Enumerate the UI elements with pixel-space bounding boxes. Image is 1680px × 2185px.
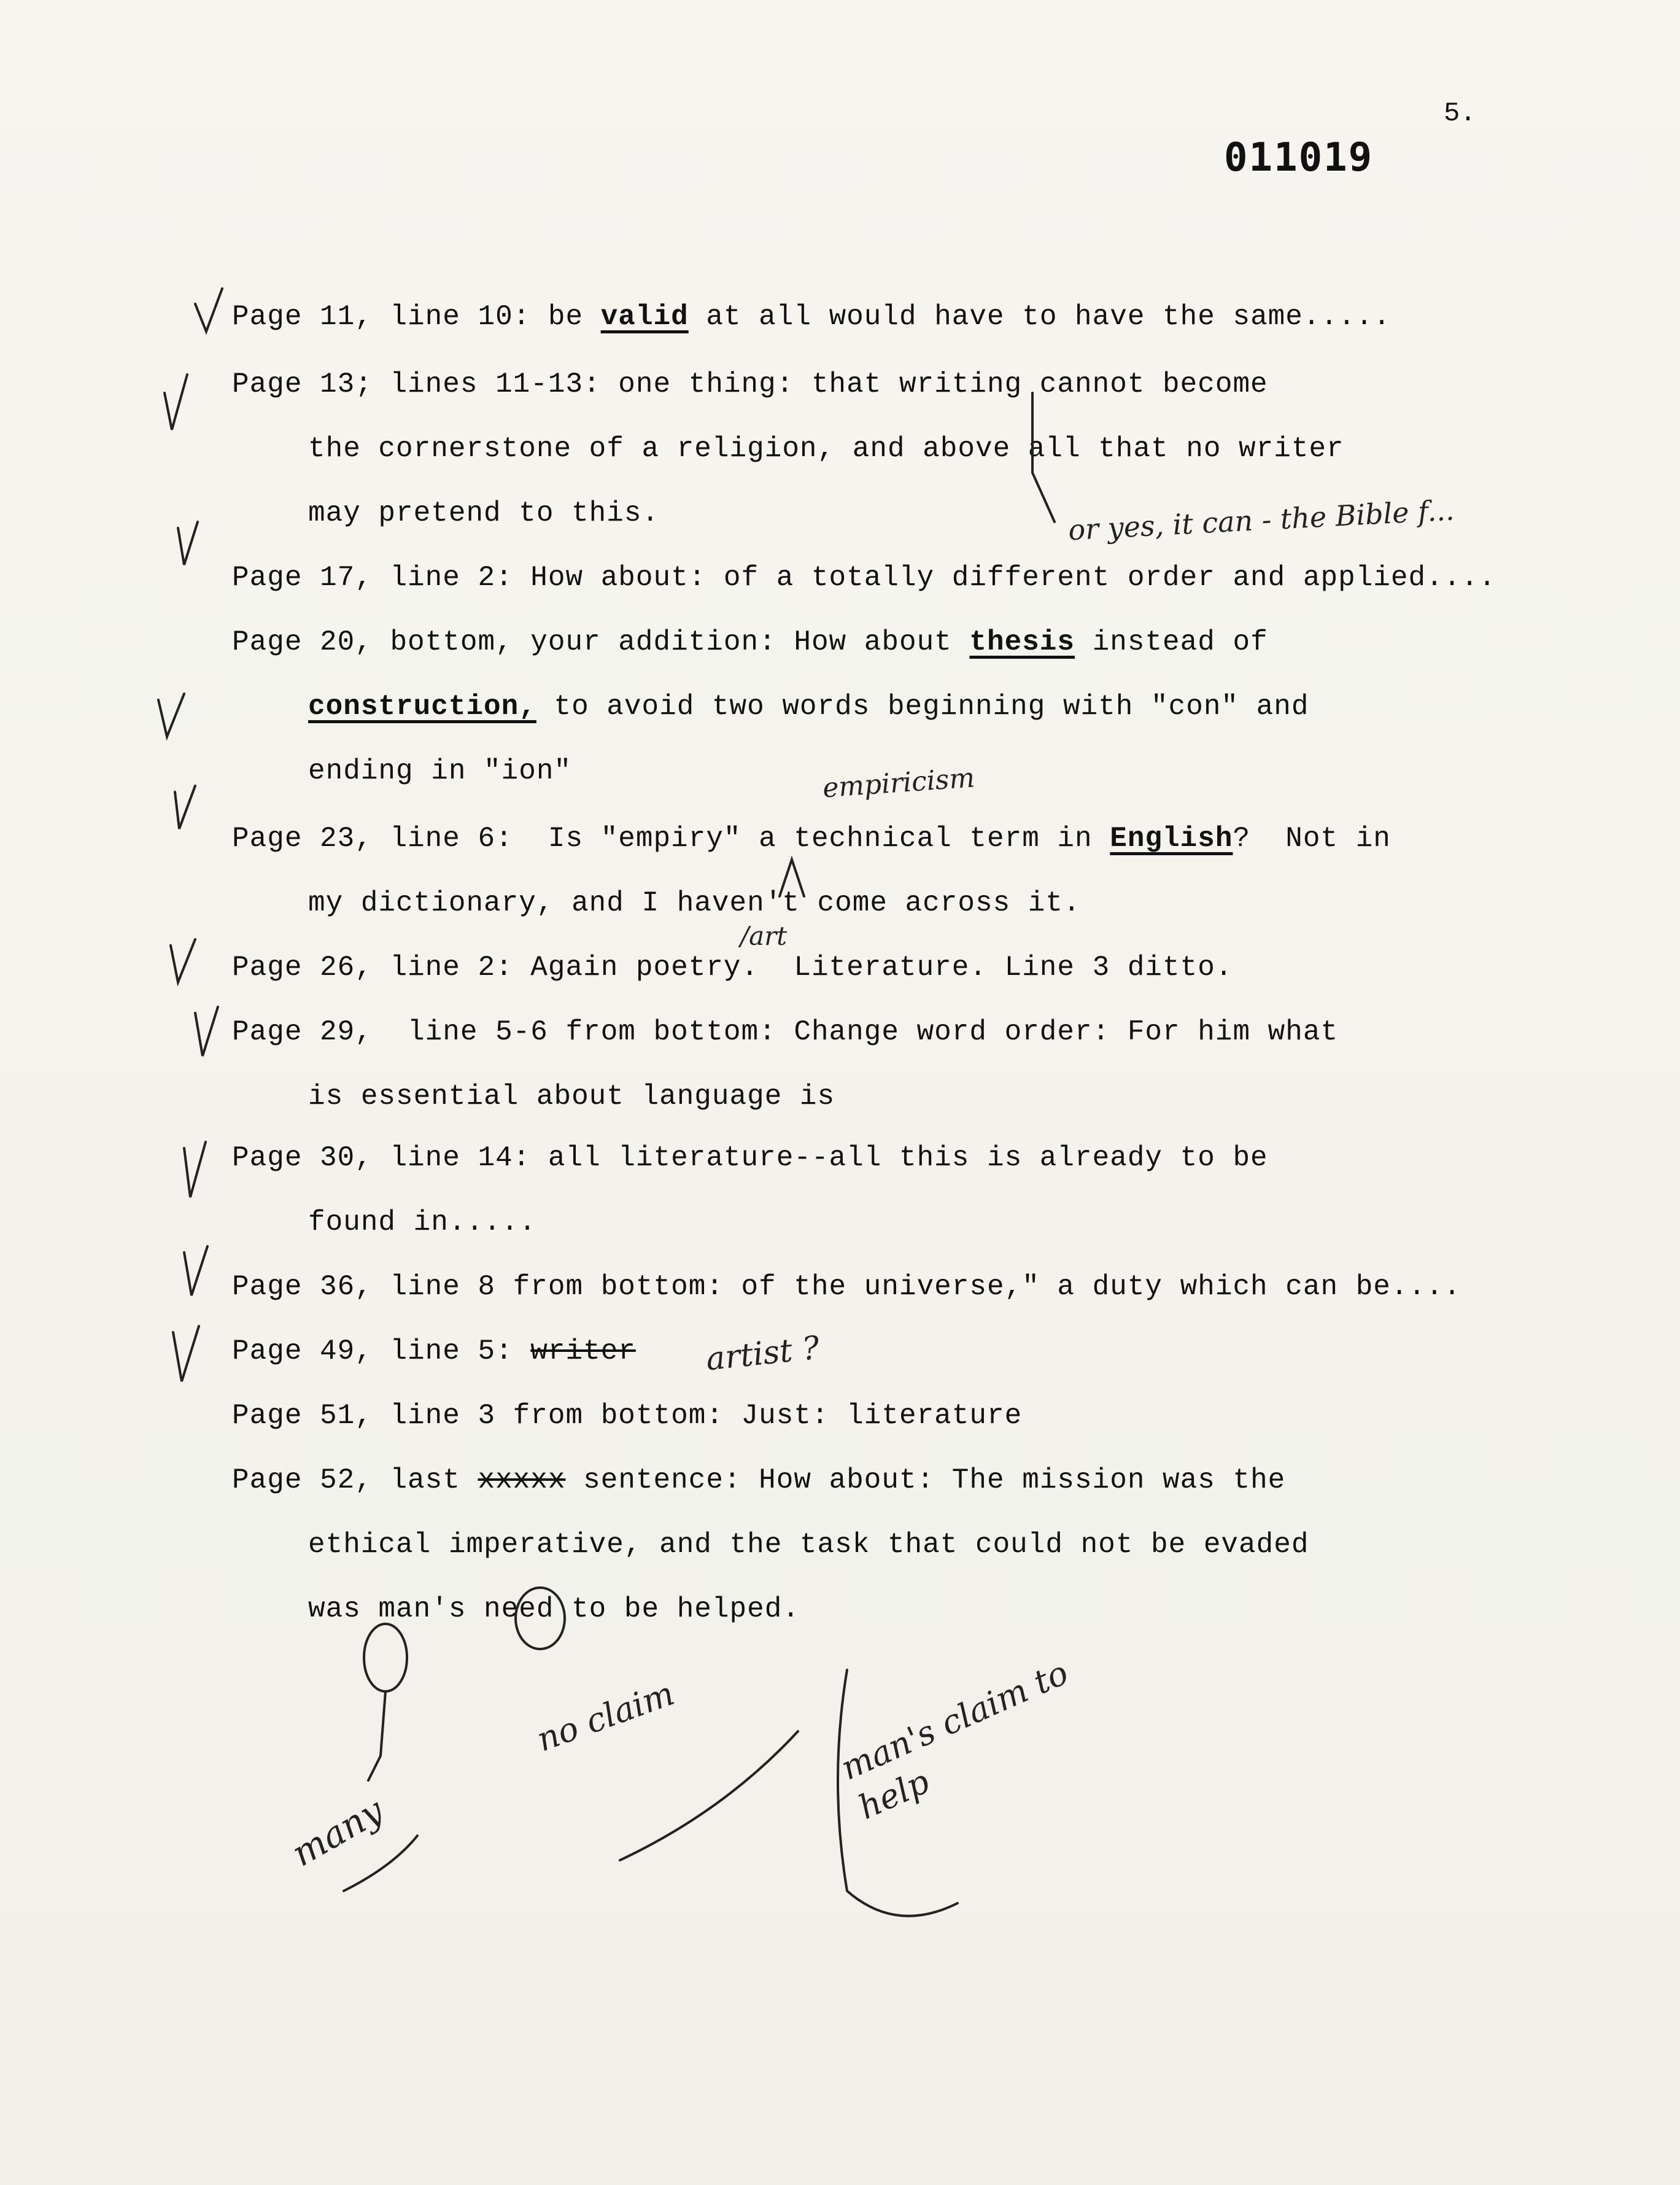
line-text: Page 36, line 8 from bottom: of the universe," a duty which can be.... [232, 1271, 1461, 1303]
line-text: may pretend to this. [308, 497, 660, 529]
handwritten-no-claim: no claim [532, 1674, 679, 1760]
handwritten-art: /art [740, 921, 788, 951]
check-mark-icon [184, 1142, 206, 1197]
note-entry-line [232, 823, 1391, 855]
check-mark-icon [195, 1007, 218, 1056]
line-text: is essential about language is [308, 1081, 835, 1112]
note-entry-line [232, 1335, 636, 1367]
line-text: Page 11, line 10: be [232, 301, 601, 333]
handwritten-empiricism: empiricism [821, 762, 976, 804]
line-text: Page 23, line 6: Is "empiry" a technical term in [232, 823, 1110, 855]
note-continuation-line [308, 497, 659, 529]
line-text: Page 51, line 3 from bottom: Just: literature [232, 1400, 1023, 1432]
line-text: Page 52, last [232, 1464, 478, 1496]
underlined-word: thesis [969, 626, 1075, 658]
check-mark-icon [175, 786, 195, 829]
underlined-word: English [1110, 823, 1233, 855]
line-text: Page 17, line 2: How about: of a totally different order and applied.... [232, 562, 1496, 594]
note-continuation-line [308, 433, 1344, 465]
line-text: Page 29, line 5-6 from bottom: Change word order: For him what [232, 1016, 1339, 1048]
note-continuation-line [308, 691, 1309, 723]
check-mark-icon [165, 375, 187, 430]
handwritten-many: many [284, 1789, 391, 1875]
line-text: was man's need to be helped. [308, 1593, 800, 1625]
underlined-word: construction, [308, 691, 536, 723]
line-text: Page 49, line 5: [232, 1335, 531, 1367]
line-text: sentence: How about: The mission was the [565, 1464, 1286, 1496]
check-mark-icon [195, 289, 222, 332]
note-entry-line [232, 1142, 1268, 1174]
note-entry-line [232, 1400, 1022, 1432]
line-text: Page 13; lines 11-13: one thing: that writing cannot become [232, 368, 1268, 400]
note-entry-line [232, 562, 1496, 594]
note-entry-line [232, 1016, 1338, 1048]
note-continuation-line [308, 1081, 835, 1112]
handwritten-mans-claim: man's claim to help [835, 1653, 1074, 1827]
line-text: at all would have to have the same..... [688, 301, 1391, 333]
handwritten-artist: artist ? [704, 1329, 822, 1378]
page-number: 5. [1444, 98, 1476, 129]
line-text: Page 20, bottom, your addition: How about [232, 626, 970, 658]
check-mark-icon [173, 1326, 199, 1381]
note-continuation-line [308, 887, 1081, 919]
note-entry-line [232, 368, 1268, 400]
note-entry-line [232, 952, 1233, 984]
line-text: ethical imperative, and the task that could not be evaded [308, 1529, 1309, 1561]
note-continuation-line [308, 1206, 536, 1238]
line-text: the cornerstone of a religion, and above all that no writer [308, 433, 1344, 465]
struck-word: writer [530, 1335, 636, 1367]
check-mark-icon [184, 1246, 207, 1295]
note-continuation-line [308, 755, 571, 787]
document-number: 011019 [1224, 135, 1374, 180]
line-text: my dictionary, and I haven't come across it. [308, 887, 1081, 919]
line-text: ending in "ion" [308, 755, 572, 787]
note-entry-line [232, 1271, 1461, 1303]
note-entry-line [232, 301, 1391, 333]
line-text: to avoid two words beginning with "con" and [536, 691, 1309, 723]
note-continuation-line [308, 1593, 800, 1625]
line-text: Page 30, line 14: all literature--all this is already to be [232, 1142, 1268, 1174]
underlined-word: valid [600, 301, 689, 333]
check-mark-icon [171, 939, 195, 982]
note-entry-line [232, 1464, 1285, 1496]
note-continuation-line [308, 1529, 1309, 1561]
line-text: ? Not in [1233, 823, 1391, 855]
line-text: Page 26, line 2: Again poetry. Literature. Line 3 ditto. [232, 952, 1233, 984]
line-text: instead of [1075, 626, 1268, 658]
margin-note-page13: or yes, it can - the Bible f... [1067, 493, 1455, 547]
check-mark-icon [158, 694, 184, 737]
line-text: found in..... [308, 1206, 536, 1238]
check-mark-icon [178, 522, 198, 565]
struck-word: xxxxx [478, 1464, 566, 1496]
note-entry-line [232, 626, 1268, 658]
